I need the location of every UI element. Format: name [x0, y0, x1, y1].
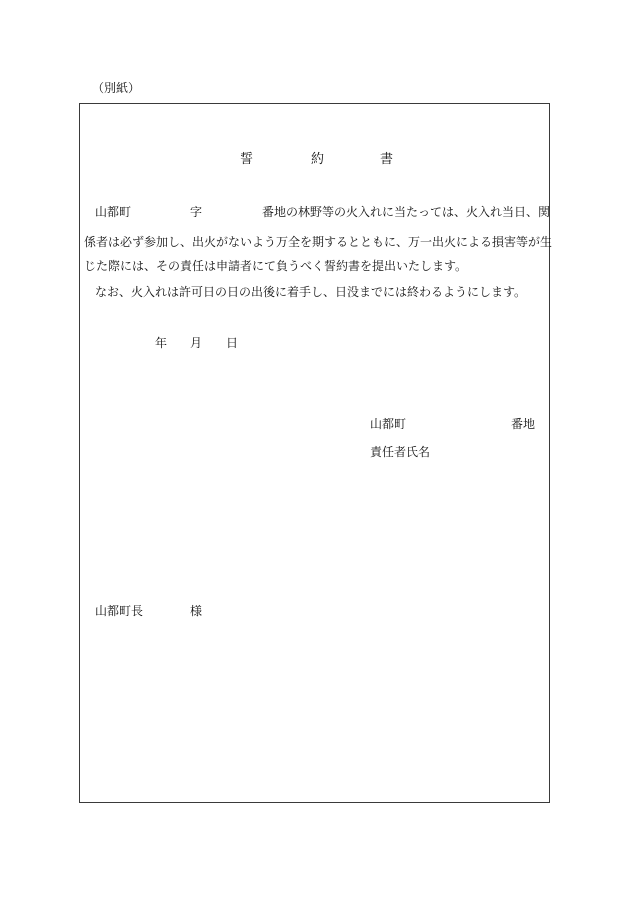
body-line1-aza: 字 [190, 205, 203, 219]
date-month-label: 月 [190, 336, 203, 350]
body-line2-text: 係者は必ず参加し、出火がないよう万全を期するとともに、万一出火による損害等が生 [84, 235, 553, 249]
title-char-1: 誓 [240, 152, 254, 167]
applicant-lot-label: 番地 [511, 417, 536, 431]
applicant-town-label: 山都町 [370, 417, 407, 431]
body-line3-text: じた際には、その責任は申請者にて負うべく誓約書を提出いたします。 [84, 259, 468, 273]
addressee-honorific: 様 [190, 604, 203, 618]
responsible-name-label: 責任者氏名 [370, 445, 431, 459]
body-line1-town: 山都町 [95, 205, 132, 219]
addressee-mayor: 山都町長 [95, 604, 144, 618]
attachment-label: （別紙） [92, 81, 141, 95]
body-line4-text: なお、火入れは許可日の日の出後に着手し、日没までには終わるようにします。 [95, 285, 527, 299]
date-year-label: 年 [155, 336, 168, 350]
date-day-label: 日 [226, 336, 239, 350]
body-line1-text: 番地の林野等の火入れに当たっては、火入れ当日、関 [262, 205, 551, 219]
title-char-2: 約 [311, 152, 325, 167]
title-char-3: 書 [380, 152, 394, 167]
